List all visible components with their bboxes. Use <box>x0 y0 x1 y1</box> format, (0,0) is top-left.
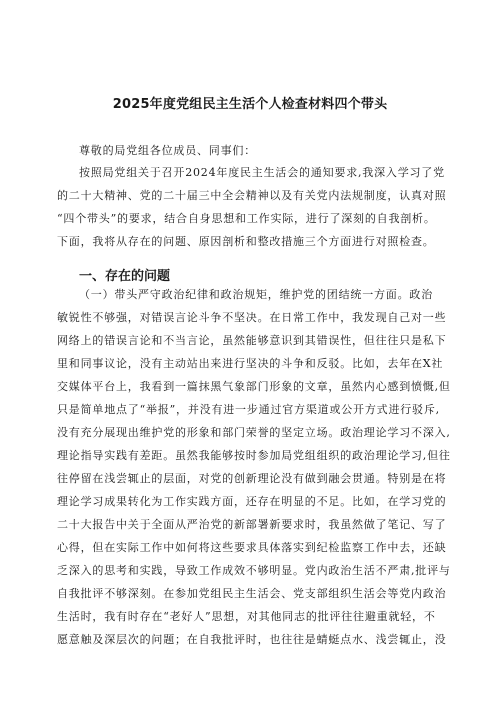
body-line: 敏锐性不够强，对错误言论斗争不坚决。在日常工作中，我发现自己对一些 <box>57 311 447 324</box>
intro-line: 下面，我将从存在的问题、原因剖析和整改措施三个方面进行对照检查。 <box>57 235 435 248</box>
intro-line: 的二十大精神、党的二十届三中全会精神以及有关党内法规制度，认真对照 <box>57 189 447 202</box>
body-line: 自我批评不够深刻。在参加党组民主生活会、党支部组织生活会等党内政治 <box>57 587 447 600</box>
body-line: （一）带头严守政治纪律和政治规矩，维护党的团结统一方面。政治 <box>79 288 433 301</box>
body-line: 里和同事议论，没有主动站出来进行坚决的斗争和反驳。比如，去年在X社 <box>57 357 444 370</box>
greeting: 尊敬的局党组各位成员、同事们： <box>79 144 256 157</box>
body-line: 理论指导实践有差距。虽然我能够按时参加局党组组织的政治理论学习,但往 <box>57 449 451 462</box>
body-line: 只是简单地点了“举报”，并没有进一步通过官方渠道或公开方式进行驳斥, <box>57 403 440 416</box>
section-heading: 一、存在的问题 <box>79 269 171 284</box>
body-line: 生活时，我有时存在“老好人”思想，对其他同志的批评往往避重就轻，不 <box>57 610 436 623</box>
intro-line: “四个带头”的要求，结合自身思想和工作实际，进行了深刻的自我剖析。 <box>57 212 436 225</box>
body-line: 二十大报告中关于全面从严治党的新部署新要求时，我虽然做了笔记、写了 <box>57 518 447 531</box>
body-line: 心得，但在实际工作中如何将这些要求具体落实到纪检监察工作中去，还缺 <box>57 541 447 554</box>
body-line: 往停留在浅尝辄止的层面，对党的创新理论没有做到融会贯通。特别是在将 <box>57 472 447 485</box>
body-line: 没有充分展现出维护党的形象和部门荣誉的坚定立场。政治理论学习不深入, <box>57 426 451 439</box>
body-line: 交媒体平台上，我看到一篇抹黑气象部门形象的文章，虽然内心感到愤慨,但 <box>57 380 451 393</box>
body-line: 愿意触及深层次的问题；在自我批评时，也往往是蜻蜓点水、浅尝辄止，没 <box>57 633 447 646</box>
body-line: 乏深入的思考和实践，导致工作成效不够明显。党内政治生活不严肃,批评与 <box>57 564 451 577</box>
body-line: 网络上的错误言论和不当言论，虽然能够意识到其错误性，但往往只是私下 <box>57 334 447 347</box>
intro-line: 按照局党组关于召开2024年度民主生活会的通知要求,我深入学习了党 <box>79 166 445 179</box>
document-title: 2025年度党组民主生活个人检查材料四个带头 <box>112 97 388 112</box>
body-line: 理论学习成果转化为工作实践方面，还存在明显的不足。比如，在学习党的 <box>57 495 447 508</box>
